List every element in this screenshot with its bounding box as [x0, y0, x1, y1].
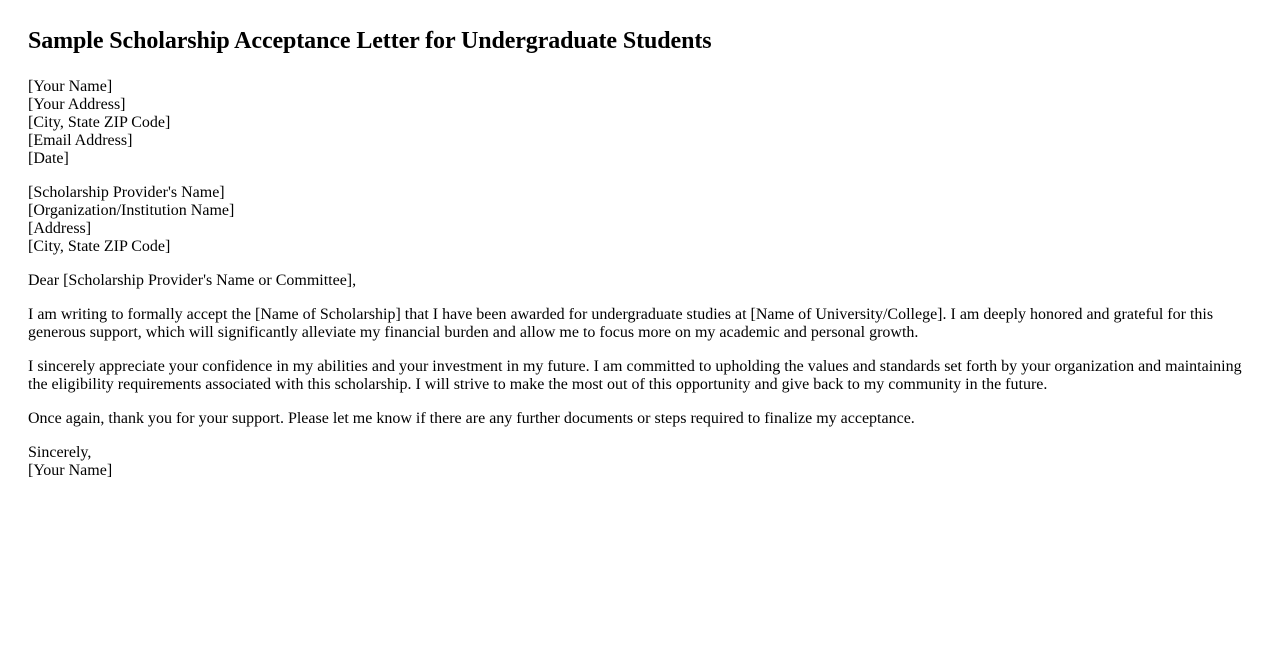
salutation: Dear [Scholarship Provider's Name or Committee],: [28, 271, 357, 289]
sender-address-block: [28, 78, 1250, 168]
recipient-address: [Address]: [28, 219, 92, 237]
valediction: Sincerely,: [28, 443, 92, 461]
body-paragraph: I am writing to formally accept the [Name of Scholarship] that I have been awarded for undergraduate studies at [Name of University/College]. I am deeply honored and grateful for this generous support, which will significantly alleviate my financial burden and allow me to focus more on my academic and personal growth.: [28, 305, 1214, 341]
recipient-organization: [Organization/Institution Name]: [28, 201, 235, 219]
page-title: Sample Scholarship Acceptance Letter for Undergraduate Students: [28, 28, 712, 54]
sender-address: [Your Address]: [28, 95, 126, 113]
sender-city-state-zip: [City, State ZIP Code]: [28, 113, 171, 131]
closing-block: [28, 444, 1250, 480]
recipient-address-block: [28, 184, 1250, 256]
body-paragraph: I sincerely appreciate your confidence in my abilities and your investment in my future. I am committed to upholding the values and standards set forth by your organization and maintaining the eligibility requirements associated with this scholarship. I will strive to make the most out of this opportunity and give back to my community in the future.: [28, 357, 1242, 393]
sender-name: [Your Name]: [28, 77, 113, 95]
signature-name: [Your Name]: [28, 461, 113, 479]
letter-date: [Date]: [28, 149, 69, 167]
body-paragraph: Once again, thank you for your support. Please let me know if there are any further documents or steps required to finalize my acceptance.: [28, 409, 915, 427]
sender-email: [Email Address]: [28, 131, 133, 149]
recipient-city-state-zip: [City, State ZIP Code]: [28, 237, 171, 255]
recipient-name: [Scholarship Provider's Name]: [28, 183, 225, 201]
